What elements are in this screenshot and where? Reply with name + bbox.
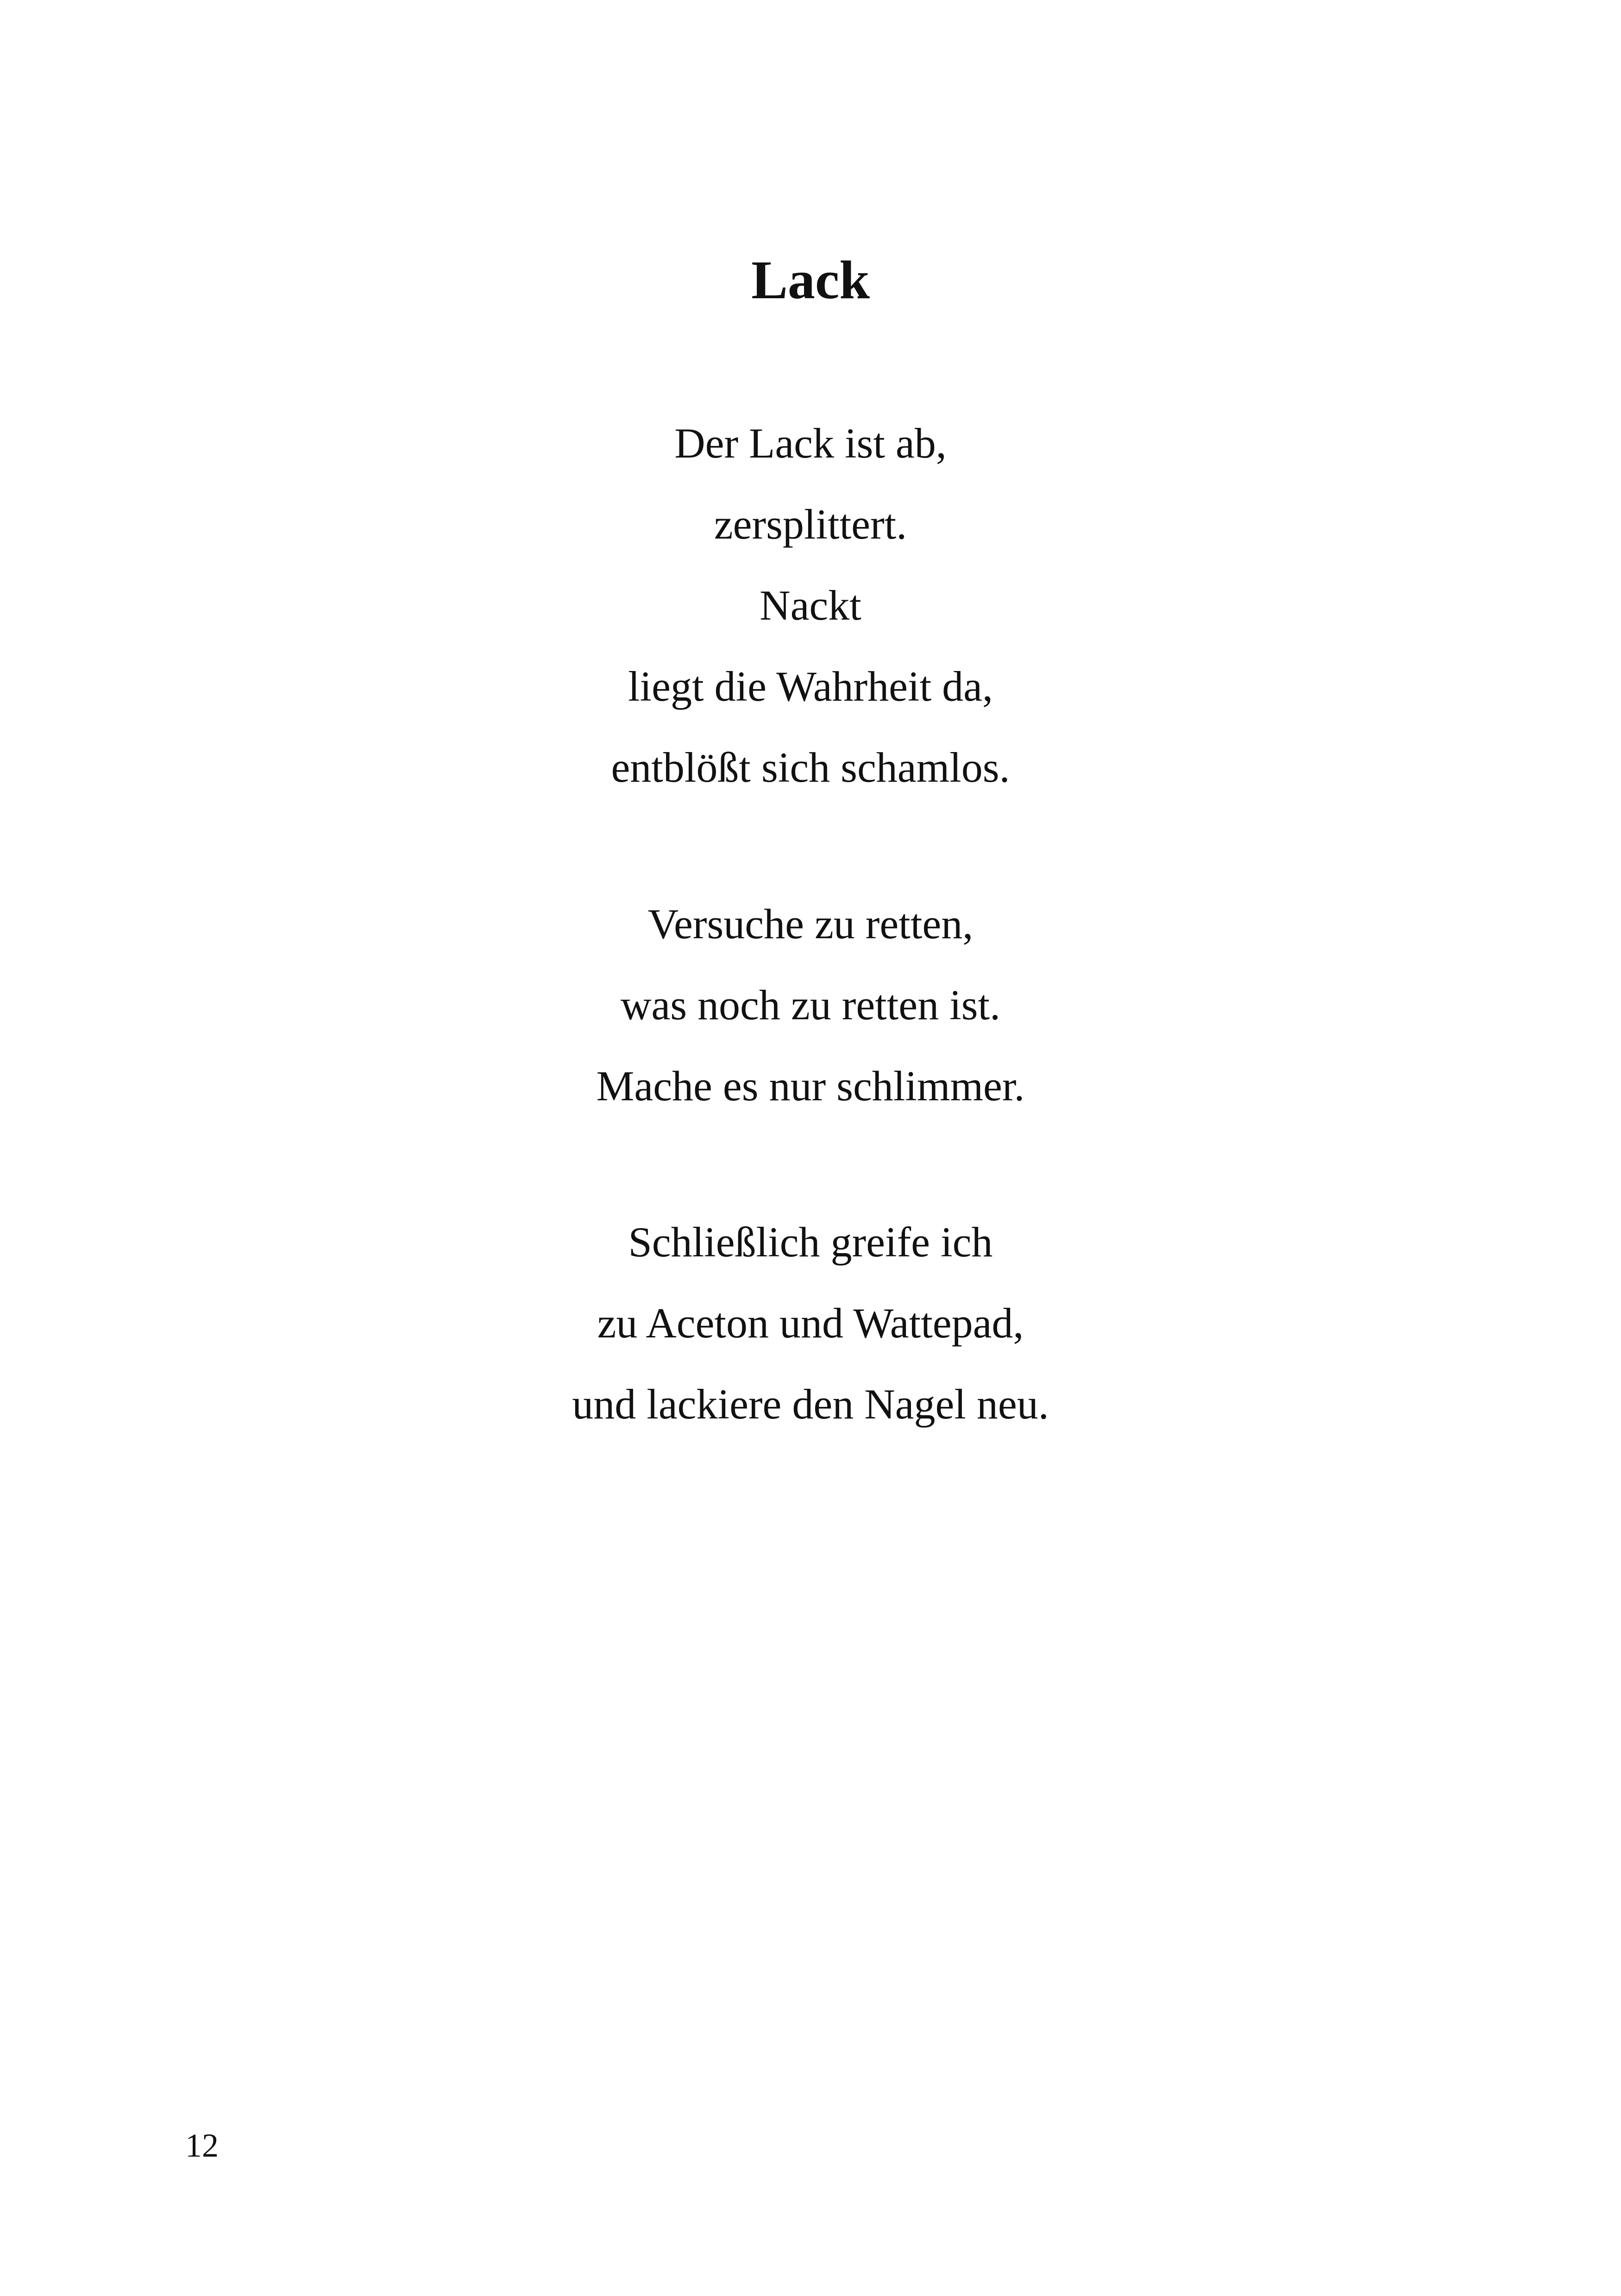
poem-line: Schließlich greife ich xyxy=(628,1218,993,1266)
poem-line: was noch zu retten ist. xyxy=(620,981,1001,1029)
poem-title: Lack xyxy=(751,250,870,310)
poem-line: entblößt sich schamlos. xyxy=(611,744,1010,791)
page-number: 12 xyxy=(185,2127,219,2164)
stanza-2 xyxy=(0,884,1621,1127)
poem-line: zersplittert. xyxy=(714,501,907,548)
poem-line: und lackiere den Nagel neu. xyxy=(572,1380,1049,1428)
poem-line: Versuche zu retten, xyxy=(647,900,974,947)
poem-line: Nackt xyxy=(760,582,861,629)
poem-line: zu Aceton und Wattepad, xyxy=(597,1299,1024,1347)
poem-line: Mache es nur schlimmer. xyxy=(596,1062,1025,1110)
poem-line: Der Lack ist ab, xyxy=(674,420,947,467)
stanza-3 xyxy=(0,1202,1621,1445)
poem-line: liegt die Wahrheit da, xyxy=(628,663,993,710)
stanza-1 xyxy=(0,403,1621,808)
